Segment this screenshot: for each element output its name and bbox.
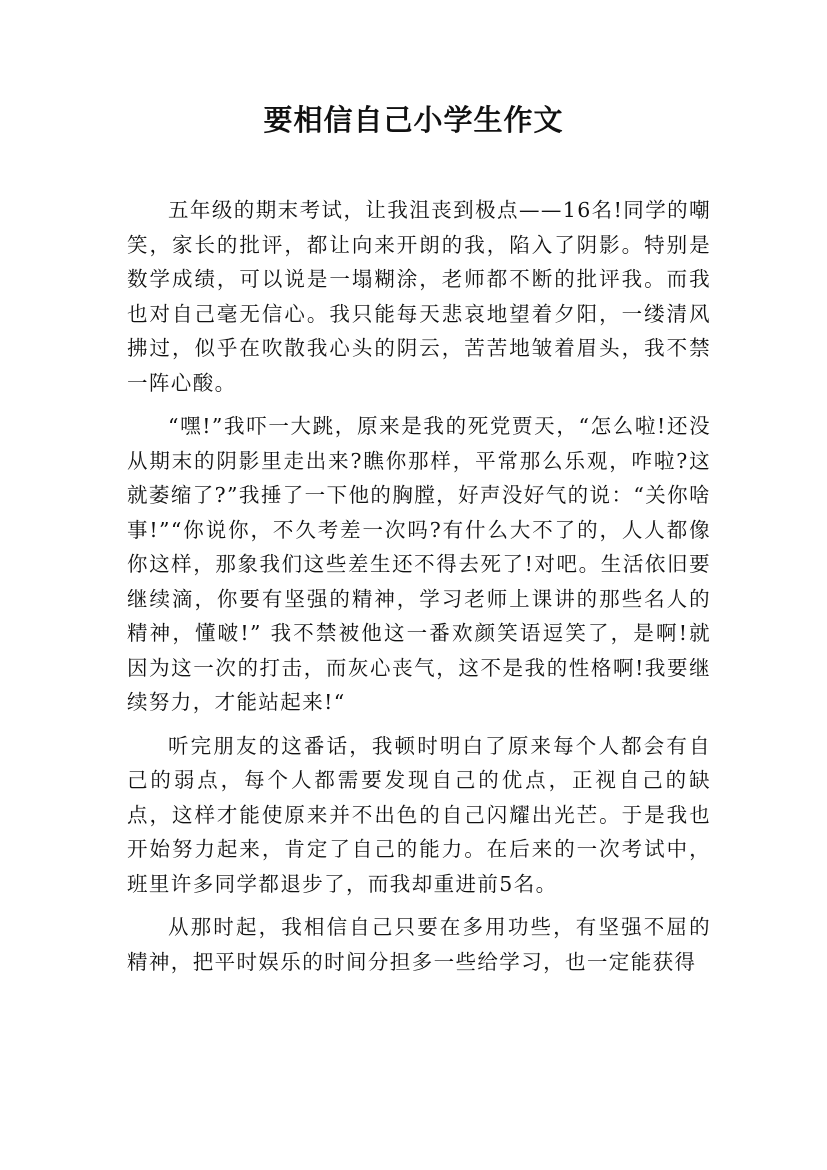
document-title: 要相信自己小学生作文 bbox=[263, 103, 564, 137]
paragraph-4: 从那时起，我相信自己只要在多用功些，有坚强不屈的精神，把平时娱乐的时间分担多一些给学习，也一定能获得 bbox=[127, 915, 711, 974]
essay-body bbox=[127, 193, 711, 988]
paragraph-1: 五年级的期末考试，让我沮丧到极点——16名!同学的嘲笑，家长的批评，都让向来开朗的我，陷入了阴影。特别是数学成绩，可以说是一塌糊涂，老师都不断的批评我。而我也对自己毫无信心。我只能每天悲哀地望着夕阳，一缕清风拂过，似乎在吹散我心头的阴云，苦苦地皱着眉头，我不禁一阵心酸。 bbox=[127, 198, 711, 395]
paragraph-2: “嘿!”我吓一大跳，原来是我的死党贾天，“怎么啦!还没从期末的阴影里走出来?瞧你那样，平常那么乐观，咋啦?这就萎缩了?”我捶了一下他的胸膛，好声没好气的说：“关你啥事!”“你说你，不久考差一次吗?有什么大不了的，人人都像你这样，那象我们这些差生还不得去死了!对吧。生活依旧要继续滴，你要有坚强的精神，学习老师上课讲的那些名人的精神，懂啵!” 我不禁被他这一番欢颜笑语逗笑了，是啊!就因为这一次的打击，而灰心丧气，这不是我的性格啊!我要继续努力，才能站起来!“ bbox=[127, 414, 711, 714]
paragraph-3: 听完朋友的这番话，我顿时明白了原来每个人都会有自己的弱点，每个人都需要发现自己的优点，正视自己的缺点，这样才能使原来并不出色的自己闪耀出光芒。于是我也开始努力起来，肯定了自己的能力。在后来的一次考试中，班里许多同学都退步了，而我却重进前5名。 bbox=[127, 733, 711, 896]
